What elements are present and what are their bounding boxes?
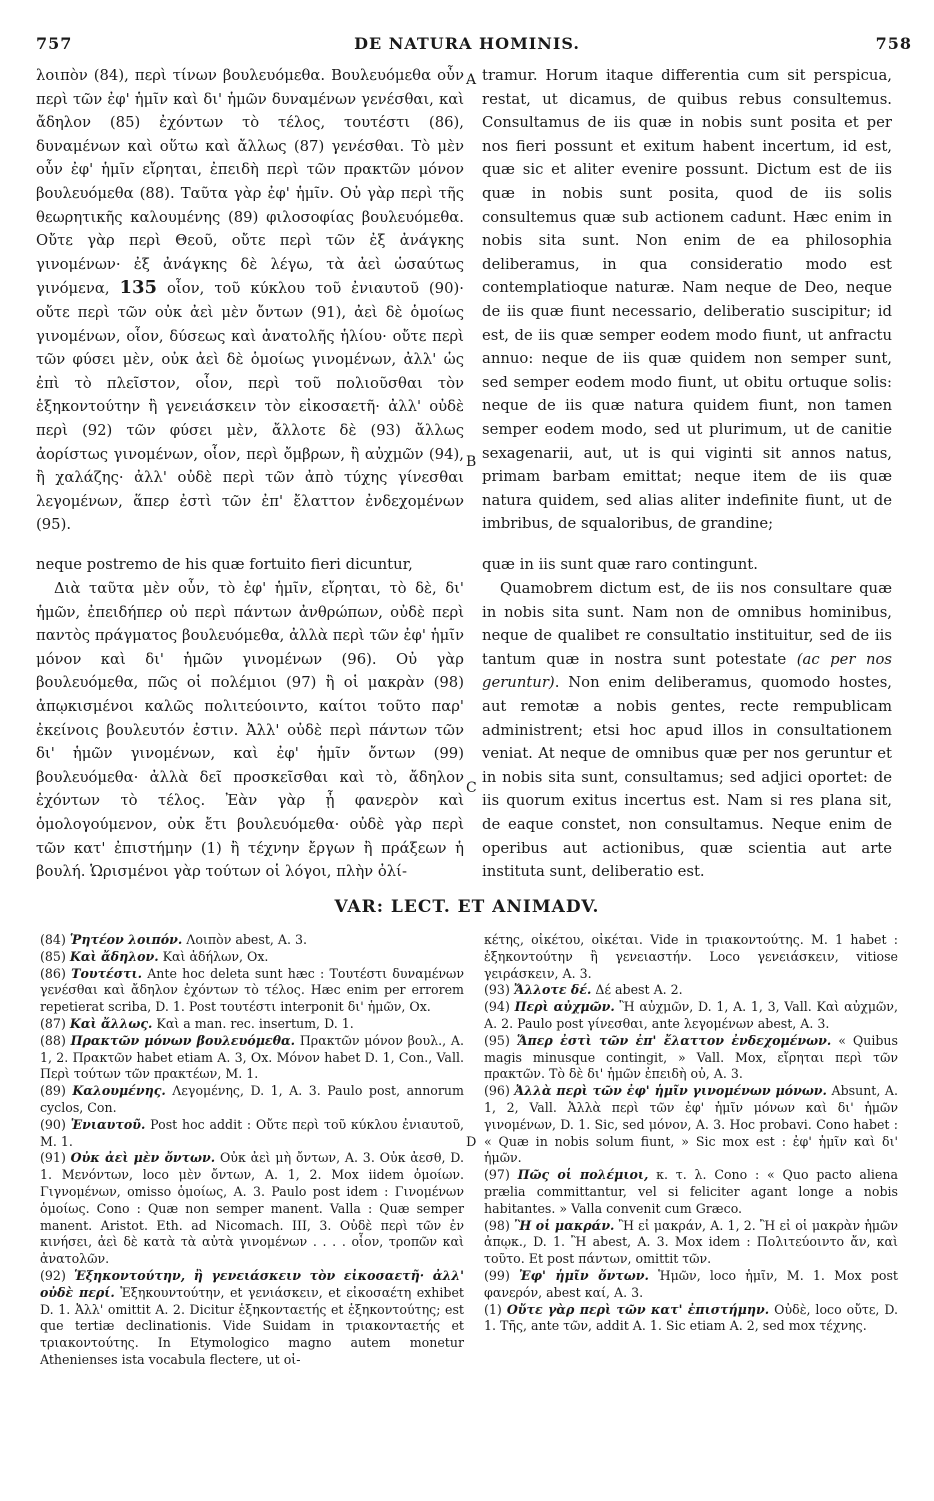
latin-italic-phrase: (ac per nos geruntur) [482, 650, 892, 692]
greek-text-part2: οἷον, τοῦ κύκλου τοῦ ἐνιαυτοῦ (90)· οὔτε περὶ τῶν οὐκ ἀεὶ μὲν ὄντων (91), ἀεὶ δὲ ὁμοίως γινομένων, οἷον, δύσεως καὶ ἀνατολῆς ἡλίου· οὔτε περὶ τῶν φύσει μὲν, οὐκ ἀεὶ δὲ ὁμοίως γινομένων, ἀλλ' ὡς ἐπὶ τὸ πλεῖστον, οἷον, περὶ τοῦ πολιοῦσθαι τὸν ἑξηκοντούτην ἢ γενειάσκειν τὸν εἰκοσαετῆ· ἀλλ' οὐδὲ περὶ (92) τῶν φύσει μὲν, ἄλλοτε δὲ (93) ἄλλως ἀορίστως γινομένων, οἷον, περὶ ὄμβρων, ἢ αὐχμῶν (94), ἢ χαλάζης· ἀλλ' οὐδὲ περὶ τῶν ἀπὸ τύχης γίνεσθαι λεγομένων, ἅπερ ἐστὶ τῶν ἐπ' ἔλαττον ἐνδεχομένων (95). [36, 280, 464, 534]
margin-letter-b: B [466, 454, 477, 470]
note-85: (85) Καὶ ἄδηλον. Καὶ ἀδήλων, Ox. [40, 948, 269, 964]
greek-text-part1: λοιπὸν (84), περὶ τίνων βουλευόμεθα. Βουλευόμεθα οὖν περὶ τῶν ἐφ' ἡμῖν καὶ δι' ἡμῶν δυναμένων γενέσθαι, καὶ ἄδηλον (85) ἐχόντων τὸ τέλος, τουτέστι (86), δυναμένων καὶ οὕτω καὶ ἄλλως (87) γενέσθαι. Τὸ μὲν οὖν ἐφ' ἡμῖν εἴρηται, ἐπειδὴ περὶ τῶν πρακτῶν μόνον βουλευόμεθα (88). Ταῦτα γὰρ ἐφ' ἡμῖν. Οὐ γὰρ περὶ τῆς θεωρητικῆς καλουμένης (89) φιλοσοφίας βουλευόμεθα. Οὔτε γὰρ περὶ Θεοῦ, οὔτε περὶ τῶν ἐξ ἀνάγκης γινομένων· ἐξ ἀνάγκης δὲ λέγω, τὰ ἀεὶ ὡσαύτως γινόμενα, [36, 67, 464, 298]
variant-readings-title: VAR: LECT. ET ANIMADV. [334, 897, 600, 917]
note-97: (97) Πῶς οἱ πολέμιοι, κ. τ. λ. Cono : « Quo pacto aliena prælia committantur, vel si feliciter agant longe a nobis habitantes. » Valla convenit cum Græco. [484, 1167, 899, 1216]
folio-number: 135 [119, 277, 158, 299]
note-96: (96) Ἀλλὰ περὶ τῶν ἐφ' ἡμῖν γινομένων μόνων. Absunt, A. 1, 2, Vall. Ἀλλὰ περὶ τῶν ἐφ' ἡμῖν μόνων καὶ δι' ἡμῶν γινομένων, D. 1. Sic, sed μόνον, A. 3. Hoc probavi. Cono habet : « Quæ in nobis solum fiunt, » Sic mox est : ἐφ' ἡμῖν καὶ δι' ἡμῶν. [484, 1083, 898, 1166]
running-title: DE NATURA HOMINIS. [354, 34, 580, 53]
bridge-latin-start: neque postremo de his quæ fortuito fieri dicuntur, [36, 556, 413, 573]
note-92-continued: κέτης, οἰκέτου, οἰκέται. Vide in τριακοντούτης. M. 1 habet : ἑξηκοντούτην ἢ γενειαστήν. Loco γενειάσκειν, vitiose γειράσκειν, A. 3. [484, 932, 898, 981]
page-number-right: 758 [875, 34, 912, 53]
latin-paragraph-2 [482, 577, 892, 884]
latin-text-column [482, 64, 892, 536]
bridge-latin-end: quæ in iis sunt quæ raro contingunt. [482, 556, 758, 573]
page-number-left: 757 [36, 34, 73, 53]
latin-text-part2: Quamobrem dictum est, de iis nos consultare quæ in nobis sita sunt. Nam non de omnibus hominibus, neque de qualibet re consultatio instituitur, sed de iis tantum quæ in nostra sunt potestate [482, 580, 892, 668]
notes-left-column [40, 932, 464, 1369]
greek-text-column [36, 64, 464, 537]
margin-letter-d: D [466, 1135, 477, 1150]
note-90: (90) Ἐνιαυτοῦ. Post hoc addit : Οὔτε περὶ τοῦ κύκλου ἐνιαυτοῦ, M. 1. [40, 1116, 464, 1149]
latin-paragraph-1: tramur. Horum itaque differentia cum sit perspicua, restat, ut dicamus, de quibus rebus consultemus. Consultamus de iis quæ in nobis sunt posita et per nos fieri possunt et exitum habent incertum, id est, quæ sic et aliter evenire possunt. Dictum est de iis quæ in nobis sunt posita, quod de iis solis consultemus quæ sub actionem cadunt. Hæc enim in nobis sita sunt. Non enim de ea philosophia deliberamus, in qua consideratio modo est contemplatioque naturæ. Nam neque de Deo, neque de iis quæ fiunt necessario, deliberatio suscipitur; id est, de iis quæ semper eodem modo fiunt, ut anfractu annuo: neque de iis quæ quidem non semper sunt, sed semper eodem modo fiunt, ut obitu ortuque solis: neque de iis quæ natura quidem fiunt, non tamen semper eodem modo, sed ut plurimum, ut de canitie sexagenarii, aut, ut is qui viginti sit annos natus, primam barbam emittat; neque item de iis quæ natura quidem, sed alias aliter indefinite fiunt, ut de imbribus, de squaloribus, de grandine; [482, 67, 892, 533]
note-1: (1) Οὔτε γὰρ περὶ τῶν κατ' ἐπιστήμην. Οὐδὲ, loco οὔτε, D. 1. Τῆς, ante τῶν, addit A. 1. Sic etiam A. 2, sed mox τέχνης. [484, 1301, 898, 1334]
note-98: (98) Ἢ οἱ μακράν. Ἢ εἰ μακράν, A. 1, 2. Ἢ εἰ οἱ μακρὰν ἡμῶν ἀπῳκ., D. 1. Ἢ abest, A. 3. Mox idem : Πολιτεύοιντο ἄν, καὶ τοῦτο. Et post πάντων, omittit τῶν. [484, 1217, 898, 1267]
note-94: (94) Περὶ αὐχμῶν. Ἢ αὐχμῶν, D. 1, A. 1, 3, Vall. Καὶ αὐχμῶν, A. 2. Paulo post γίνεσθαι, ante λεγομένων abest, A. 3. [484, 999, 898, 1031]
note-99: (99) Ἐφ' ἡμῖν ὄντων. Ἡμῶν, loco ἡμῖν, M. 1. Mox post φανερόν, abest καί, A. 3. [484, 1267, 898, 1300]
latin-text-column-lower [482, 577, 892, 884]
note-95: (95) Ἅπερ ἐστὶ τῶν ἐπ' ἔλαττον ἐνδεχομένων. « Quibus magis minusque contingit, » Vall. Mox, εἴρηται περὶ τῶν πρακτῶν. Τὸ δὲ δι' ἡμῶν ἐπειδὴ οὐ, A. 3. [484, 1032, 898, 1082]
margin-letter-a: A [466, 72, 477, 88]
margin-letter-c: C [466, 780, 477, 796]
greek-text-column-lower [36, 577, 464, 884]
note-86: (86) Τουτέστι. Ante hoc deleta sunt hæc : Τουτέστι δυναμένων γενέσθαι καὶ ἄδηλον ἐχόντων τὸ τέλος. Hæc enim per errorem repetierat scriba, D. 1. Post τουτέστι interponit δι' ἡμῶν, Ox. [40, 965, 464, 1015]
note-93: (93) Ἄλλοτε δέ. Δέ abest A. 2. [484, 982, 683, 998]
note-88: (88) Πρακτῶν μόνων βουλευόμεθα. Πρακτῶν μόνον βουλ., A. 1, 2. Πρακτῶν habet etiam A. 3, Ox. Μόνον habet D. 1, Con., Vall. Περὶ τούτων τῶν πρακτέων, M. 1. [40, 1032, 465, 1082]
note-89: (89) Καλουμένης. Λεγομένης, D. 1, A. 3. Paulo post, annorum cyclos, Con. [40, 1083, 464, 1115]
notes-right-column [484, 932, 898, 1335]
note-92: (92) Ἑξηκοντούτην, ἢ γενειάσκειν τὸν εἰκοσαετῆ· ἀλλ' οὐδὲ περί. Ἑξηκουντούτην, et γενιάσκειν, et εἰκοσαέτη exhibet D. 1. Ἀλλ' omittit A. 2. Dicitur ἑξηκονταετής et ἑξηκοντούτης; est que tertiæ declinationis. Vide Suidam in τριακονταετής et τριακοντούτης. In Etymologico magno autem monetur Athenienses ista vocabula flectere, ut οἰ- [40, 1267, 464, 1367]
note-91: (91) Οὐκ ἀεὶ μὲν ὄντων. Οὐκ ἀεὶ μὴ ὄντων, A. 3. Οὐκ ἀεσθ, D. 1. Μενόντων, loco μὲν ὄντων, A. 1, 2. Mox iidem ὁμοίων. Γιγνομένων, omisso ὁμοίως, A. 3. Paulo post idem : Γινομένων ὁμοίως. Cono : Quæ non semper manent. Valla : Quæ semper manent. Aristot. Eth. ad Nicomach. III, 3. Οὐδὲ περὶ τῶν ἐν κινήσει, ἀεὶ δὲ κατὰ τὰ αὐτὰ γινομένων . . . . οἷον, τροπῶν καὶ ἀνατολῶν. [40, 1150, 464, 1267]
latin-text-part3: . Non enim deliberamus, quomodo hostes, aut remotæ a nobis gentes, recte rempublicam administrent; etsi hoc apud illos in consultationem veniat. At neque de omnibus quæ per nos geruntur et in nobis sita sunt, consultamus; sed adjici oportet: de iis quorum exitus incertus est. Nam si res plana sit, de eaque constet, non consultamus. Neque enim de operibus aut actionibus, quæ scientia aut arte instituta sunt, deliberatio est. [482, 674, 892, 881]
note-84: (84) Ῥητέον λοιπόν. Λοιπὸν abest, A. 3. [40, 932, 308, 947]
greek-paragraph-1 [36, 64, 464, 537]
note-87: (87) Καὶ ἄλλως. Καὶ a man. rec. insertum, D. 1. [40, 1015, 354, 1031]
greek-paragraph-2: Διὰ ταῦτα μὲν οὖν, τὸ ἐφ' ἡμῖν, εἴρηται, τὸ δὲ, δι' ἡμῶν, ἐπειδήπερ οὐ περὶ πάντων ἀνθρώπων, οὐδὲ περὶ παντὸς πράγματος βουλευόμεθα, ἀλλὰ περὶ τῶν ἐφ' ἡμῖν μόνον καὶ δι' ἡμῶν γινομένων (96). Οὐ γὰρ βουλευόμεθα, πῶς οἱ πολέμιοι (97) ἢ οἱ μακρὰν (98) ἀπῳκισμένοι καλῶς πολιτεύοιντο, καίτοι τοῦτο παρ' ἐκείνοις βουλευτόν ἐστιν. Ἀλλ' οὐδὲ περὶ πάντων τῶν δι' ἡμῶν γινομένων, καὶ ἐφ' ἡμῖν ὄντων (99) βουλευόμεθα· ἀλλὰ δεῖ προσκεῖσθαι καὶ τὸ, ἄδηλον ἐχόντων τὸ τέλος. Ἐὰν γὰρ ᾖ φανερὸν καὶ ὁμολογούμενον, οὐκ ἔτι βουλευόμεθα· οὐδὲ γὰρ περὶ τῶν κατ' ἐπιστήμην (1) ἢ τέχνην ἔργων ἢ πράξεων ἡ βουλή. Ὡρισμένοι γὰρ τούτων οἱ λόγοι, πλὴν ὀλί- [36, 580, 464, 881]
